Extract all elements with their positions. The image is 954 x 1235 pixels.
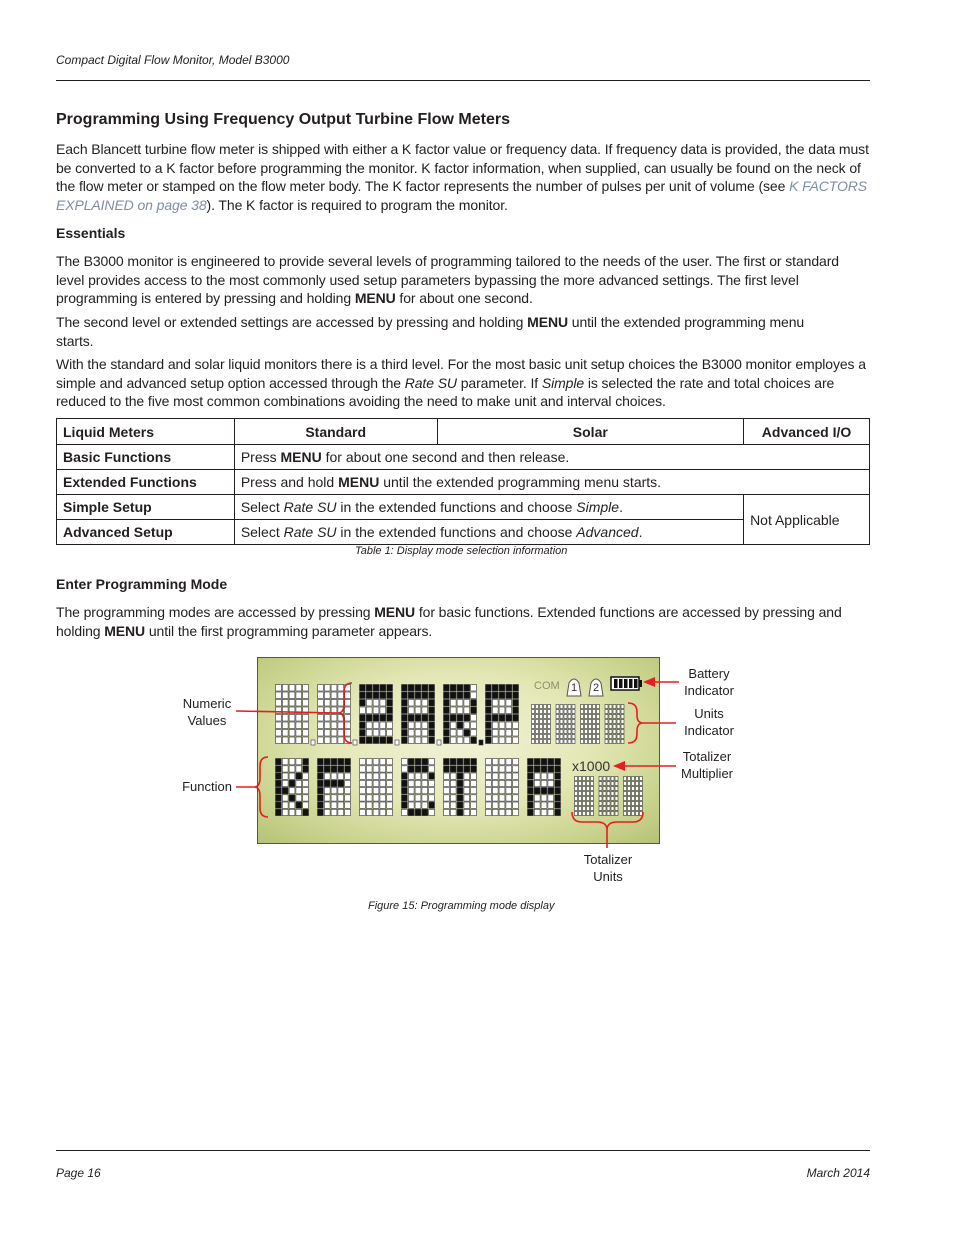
alarm-2-icon xyxy=(589,679,603,696)
battery-indicator-label xyxy=(676,665,742,699)
col-header-advanced-io: Advanced I/O xyxy=(744,419,870,445)
display-mode-table xyxy=(56,418,870,545)
units-indicator-label xyxy=(676,705,742,739)
text: . xyxy=(638,524,643,540)
totalizer-units-label xyxy=(573,851,643,885)
row-cell-basic xyxy=(234,445,869,470)
lcd-decimal-point xyxy=(395,740,399,745)
text: The second level or extended settings are accessed by pressing and holding xyxy=(56,314,528,330)
label-line: Values xyxy=(187,713,227,728)
lcd-character-cell xyxy=(444,759,477,816)
enter-mode-heading: Enter Programming Mode xyxy=(56,576,228,592)
text: Select xyxy=(240,499,284,515)
text: for about one second and then release. xyxy=(321,449,570,465)
lcd-character-cell xyxy=(276,685,309,744)
lcd-decimal-point xyxy=(353,740,357,745)
running-header: Compact Digital Flow Monitor, Model B3000 xyxy=(56,53,290,67)
menu-key-text: MENU xyxy=(354,290,396,306)
lcd-character-cell xyxy=(276,759,309,816)
intro-text-end: ). The K factor is required to program the monitor. xyxy=(206,196,508,213)
page-number: Page 16 xyxy=(56,1166,101,1180)
table-row xyxy=(57,470,870,495)
text: until the first programming parameter appears. xyxy=(145,622,433,639)
label-line: Battery xyxy=(688,666,730,681)
lcd-display xyxy=(257,657,660,844)
footer-rule xyxy=(56,1150,870,1151)
essentials-paragraph-3 xyxy=(56,355,870,411)
row-cell-advanced xyxy=(234,520,743,545)
lcd-character-cell xyxy=(532,705,551,744)
table-row xyxy=(57,495,870,520)
function-label: Function xyxy=(182,779,232,794)
table-row xyxy=(57,445,870,470)
essentials-heading: Essentials xyxy=(56,225,126,241)
lcd-character-cell xyxy=(318,759,351,816)
totalizer-multiplier-indicator: x1000 xyxy=(572,758,611,774)
figure-caption: Figure 15: Programming mode display xyxy=(368,900,555,912)
text: The B3000 monitor is engineered to provide several levels of programming tailored to the needs of the user. The first or standard level provides access to the most commonly used setup parameters bypassing the more advanced settings. The first level programming is entered by pressing and holding xyxy=(56,253,839,306)
menu-key-text: MENU xyxy=(104,622,146,639)
row-cell-extended xyxy=(234,470,869,495)
lcd-segments xyxy=(258,658,661,845)
menu-key-text: MENU xyxy=(374,604,416,620)
lcd-decimal-point xyxy=(311,740,315,745)
row-cell-simple xyxy=(234,495,743,520)
text: Press xyxy=(240,449,281,465)
lcd-character-cell xyxy=(444,685,477,744)
label-line: Totalizer xyxy=(583,852,633,867)
alarm-2-label: 2 xyxy=(593,682,600,694)
col-header-liquid-meters: Liquid Meters xyxy=(57,419,235,445)
text: until the extended programming menu starts. xyxy=(379,474,662,490)
label-line: Indicator xyxy=(684,683,734,698)
table-header-row xyxy=(57,419,870,445)
text: in the extended functions and choose xyxy=(336,524,577,540)
lcd-character-cell xyxy=(318,685,351,744)
alarm-1-label: 1 xyxy=(571,682,578,694)
lcd-character-cell xyxy=(528,759,561,816)
essentials-paragraph-2 xyxy=(56,313,816,350)
label-line: Totalizer xyxy=(682,749,732,764)
battery-icon xyxy=(611,677,642,690)
text: With the standard and solar liquid monitors there is a third level. For the most basic unit setup choices the B3000 monitor employes a simple and advanced setup option accessed through the xyxy=(56,356,866,391)
text: for about one second. xyxy=(395,290,533,306)
text: parameter. If xyxy=(456,374,542,391)
enter-mode-paragraph xyxy=(56,603,870,640)
lcd-character-cell xyxy=(360,759,393,816)
intro-paragraph xyxy=(56,140,870,214)
text: The programming modes are accessed by pressing xyxy=(56,604,375,620)
footer-date: March 2014 xyxy=(806,1166,870,1180)
section-heading: Programming Using Frequency Output Turbine Flow Meters xyxy=(56,111,510,128)
lcd-character-cell xyxy=(402,685,435,744)
intro-text: Each Blancett turbine flow meter is shipped with either a K factor value or frequency data. If frequency data is provided, the data must be converted to a K factor before programming the monitor. K factor information, when supplied, can usually be found on the neck of the flow meter or stamped on the flow meter body. The K factor represents the number of pulses per unit of volume (see xyxy=(56,141,869,194)
text: for basic functions. Extended functions are accessed by pressing and holding xyxy=(56,604,842,639)
text: Select xyxy=(240,524,284,540)
simple-text: Simple xyxy=(541,374,585,391)
lcd-character-cell xyxy=(360,685,393,744)
row-label-extended: Extended Functions xyxy=(57,470,235,495)
lcd-character-cell xyxy=(624,777,643,816)
text: in the extended functions and choose xyxy=(336,499,577,515)
label-line: Multiplier xyxy=(680,766,733,781)
menu-key-text: MENU xyxy=(338,474,380,490)
text: Press and hold xyxy=(240,474,339,490)
lcd-character-cell xyxy=(486,759,519,816)
rate-su-text: Rate SU xyxy=(283,524,337,540)
com-indicator: COM xyxy=(534,680,560,692)
lcd-decimal-point xyxy=(437,740,441,745)
label-line: Indicator xyxy=(684,723,734,738)
lcd-character-cell xyxy=(581,705,600,744)
lcd-character-cell xyxy=(599,777,618,816)
text: is selected the rate and total choices are reduced to the five most common combinations avoiding the need to make unit and interval choices. xyxy=(56,374,835,409)
text: . xyxy=(619,499,623,515)
numeric-values-label xyxy=(172,695,242,729)
label-line: Units xyxy=(593,869,623,884)
label-line: Numeric xyxy=(182,696,232,711)
label-line: Units xyxy=(694,706,724,721)
lcd-character-cell xyxy=(486,685,519,744)
essentials-paragraph-1 xyxy=(56,252,870,308)
lcd-character-cell xyxy=(556,705,575,744)
rate-su-text: Rate SU xyxy=(404,374,457,391)
not-applicable-cell: Not Applicable xyxy=(744,495,870,545)
row-label-basic: Basic Functions xyxy=(57,445,235,470)
alarm-1-icon xyxy=(567,679,581,696)
table-caption: Table 1: Display mode selection information xyxy=(355,545,568,557)
lcd-decimal-point xyxy=(479,740,483,745)
text: until the extended programming menu starts. xyxy=(56,314,805,349)
k-factors-link[interactable]: K FACTORS EXPLAINED on page 38 xyxy=(56,178,868,213)
row-label-simple: Simple Setup xyxy=(57,495,235,520)
simple-text: Simple xyxy=(576,499,620,515)
rate-su-text: Rate SU xyxy=(283,499,337,515)
totalizer-multiplier-label xyxy=(672,748,742,782)
col-header-solar: Solar xyxy=(437,419,744,445)
menu-key-text: MENU xyxy=(527,314,568,330)
header-rule xyxy=(56,80,870,81)
lcd-character-cell xyxy=(402,759,435,816)
lcd-character-cell xyxy=(575,777,594,816)
lcd-character-cell xyxy=(605,705,624,744)
advanced-text: Advanced xyxy=(576,524,639,540)
row-label-advanced: Advanced Setup xyxy=(57,520,235,545)
menu-key-text: MENU xyxy=(280,449,322,465)
col-header-standard: Standard xyxy=(234,419,437,445)
